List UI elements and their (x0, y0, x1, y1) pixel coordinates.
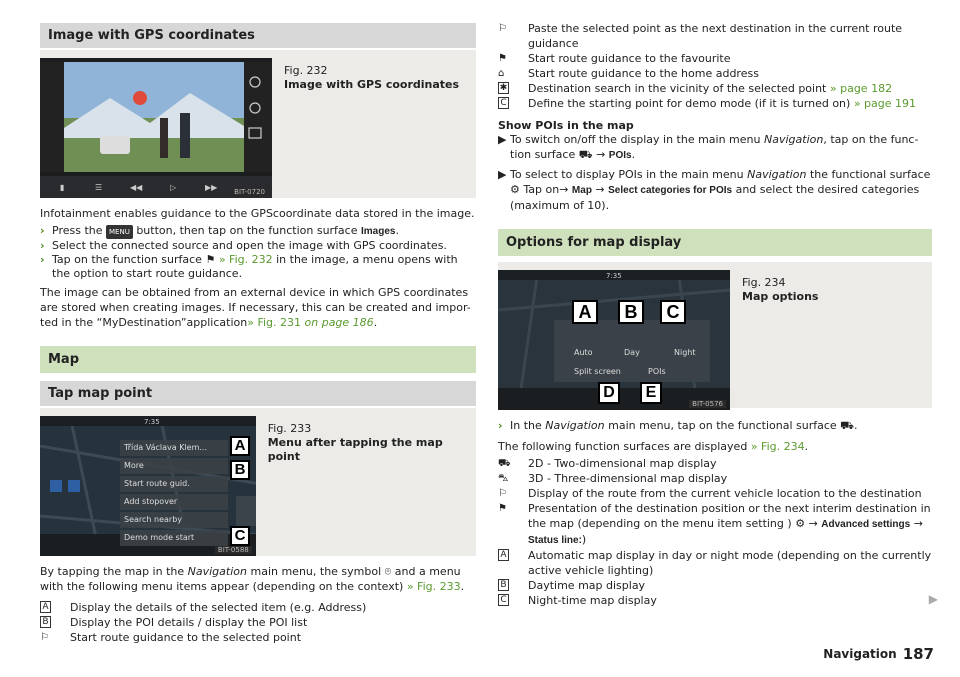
legend-left (40, 600, 476, 645)
menu-item-more[interactable]: More (120, 458, 228, 474)
link-fig-232[interactable]: » Fig. 232 (218, 253, 273, 266)
legend-item-route-view: ⚐ Display of the route from the current vehicle location to the destination (498, 487, 922, 500)
footer-chapter: Navigation (823, 647, 897, 661)
flag-icon: ⚑ (205, 253, 216, 266)
steps-gps (40, 224, 476, 281)
figure-232 (40, 50, 476, 198)
figure-tag: BIT-0576 (689, 400, 726, 408)
section-title-gps-image: Image with GPS coordinates (40, 23, 476, 48)
route-flag-icon: ⚐ (40, 632, 49, 643)
menu-item-address[interactable]: Třída Václava Klem... (120, 440, 228, 456)
figure-234-caption (730, 270, 830, 400)
option-pois[interactable]: POIs (648, 367, 666, 376)
legend-symbol-c: C (498, 594, 509, 606)
section-title-tap-map-point: Tap map point (40, 381, 476, 406)
search-area-icon: ✱ (499, 83, 508, 93)
svg-text:▮: ▮ (60, 183, 65, 192)
step-select-pois: ▶ To select to display POIs in the main menu Navigation the functional surface ⚙ Tap on→ Map → Select categories for POIs and select the desired categories (maximum of 10). (498, 168, 931, 212)
figure-title: Map options (742, 290, 819, 303)
callout-b: B (618, 300, 644, 324)
menu-button-glyph: MENU (106, 225, 133, 239)
callout-b: B (230, 460, 250, 480)
route-view-icon: ⚐ (498, 488, 507, 499)
link-fig-231[interactable]: » Fig. 231 (247, 316, 302, 329)
section-title-map-options: Options for map display (498, 229, 932, 256)
footer-page-number: 187 (902, 645, 934, 663)
legend-item-b: B Display the POI details / display the POI list (40, 615, 476, 630)
step-toggle-pois: ▶ To switch on/off the display in the main menu Navigation, tap on the func-tion surface ⛟ → POIs. (498, 133, 919, 161)
paragraph-gps-intro: Infotainment enables guidance to the GPScoordinate data stored in the image. (40, 207, 475, 220)
legend-item-2d: ⛟ 2D - Two-dimensional map display (498, 457, 717, 470)
left-column (40, 0, 476, 645)
link-fig-234[interactable]: » Fig. 234 (750, 440, 805, 453)
figure-title: Image with GPS coordinates (284, 78, 460, 91)
menu-item-add-stopover[interactable]: Add stopover (120, 494, 228, 510)
step-tap-flag: › Tap on the function surface ⚑ » Fig. 232 in the image, a menu opens with the option to start route guidance. (40, 253, 458, 280)
map-3d-icon: ⛍ (498, 473, 509, 484)
svg-text:▶▶: ▶▶ (205, 183, 218, 192)
step-tap-map-options: › In the Navigation main menu, tap on the functional surface ⛟. (498, 419, 858, 432)
figure-234 (498, 262, 932, 408)
legend-item-start-route: ⚐ Start route guidance to the selected point (40, 631, 302, 644)
menu-item-start-route[interactable]: Start route guid. (120, 476, 228, 492)
paragraph-tap-map: By tapping the map in the Navigation main menu, the symbol ⌾ and a menu with the following menu items appear (depending on the context) » Fig. 233. (40, 565, 465, 593)
callout-e: E (640, 382, 662, 404)
callout-a: A (230, 436, 250, 456)
legend-item-a: A Display the details of the selected item (e.g. Address) (40, 600, 476, 615)
callout-c: C (660, 300, 686, 324)
map-options-icon: ⛟ (840, 419, 855, 432)
figure-number: Fig. 233 (267, 422, 312, 435)
legend-item-search-vicinity: ✱ Destination search in the vicinity of the selected point » page 182 (499, 82, 893, 95)
figure-232-caption (272, 58, 471, 190)
figure-tag: BIT-0720 (231, 188, 268, 196)
legend-item-a: A Automatic map display in day or night mode (depending on the currently active vehicle lighting) (498, 548, 932, 578)
link-page-191[interactable]: » page 191 (853, 97, 917, 110)
figure-tag: BIT-0588 (215, 546, 252, 554)
legend-item-home: ⌂ Start route guidance to the home address (498, 67, 759, 80)
destination-view-icon: ⚑ (498, 503, 507, 514)
figure-233-caption (256, 416, 476, 548)
legend-item-paste-destination: ⚐ Paste the selected point as the next destination in the current route guidance (498, 22, 903, 50)
figure-title: Menu after tapping the map point (267, 436, 443, 463)
option-day[interactable]: Day (624, 348, 640, 357)
gps-photo-illustration (40, 58, 272, 198)
page-footer (823, 645, 934, 663)
link-page-186[interactable]: on page 186 (304, 316, 374, 329)
legend-right-bottom (498, 456, 932, 608)
paragraph-surfaces: The following function surfaces are displayed » Fig. 234. (498, 440, 809, 453)
option-split-screen[interactable]: Split screen (574, 367, 621, 376)
figure-233 (40, 408, 476, 556)
legend-symbol-b: B (40, 616, 51, 628)
step-press-menu: › Press the MENU button, then tap on the function surface Images. (40, 224, 399, 237)
gear-icon: ⚙ (795, 517, 806, 530)
legend-item-favourite: ⚑ Start route guidance to the favourite (498, 52, 731, 65)
legend-item-b: B Daytime map display (498, 578, 932, 593)
svg-text:◀◀: ◀◀ (130, 183, 143, 192)
flag-icon: ⚐ (498, 23, 507, 34)
favourite-flag-icon: ⚑ (498, 53, 507, 64)
figure-number: Fig. 232 (284, 64, 328, 77)
menu-item-search-nearby[interactable]: Search nearby (120, 512, 228, 528)
link-page-182[interactable]: » page 182 (829, 82, 893, 95)
continue-arrow-icon: ▶ (928, 592, 938, 606)
map-options-icon: ⛟ (578, 148, 593, 161)
clock-label: 7:35 (606, 272, 622, 280)
gear-icon: ⚙ (510, 183, 520, 196)
legend-item-c: C Night-time map display (498, 593, 932, 608)
callout-c: C (230, 526, 250, 546)
legend-item-destination-view: ⚑ Presentation of the destination position or the next interim destination in the map (depending on the menu item setting ) ⚙ → Advanced settings → Status line:) (498, 502, 931, 546)
clock-label: 7:35 (144, 418, 160, 426)
option-auto[interactable]: Auto (574, 348, 593, 357)
legend-symbol-a: A (498, 549, 509, 561)
svg-text:☰: ☰ (95, 183, 103, 192)
section-title-map: Map (40, 346, 476, 373)
right-column (498, 0, 932, 608)
option-night[interactable]: Night (674, 348, 696, 357)
step-select-source: › Select the connected source and open the image with GPS coordinates. (40, 239, 447, 252)
legend-item-demo-start: C Define the starting point for demo mode (if it is turned on) » page 191 (498, 96, 932, 111)
figure-number: Fig. 234 (742, 276, 786, 289)
legend-symbol-a: A (40, 601, 51, 613)
legend-symbol-c: C (498, 97, 509, 109)
link-fig-233[interactable]: » Fig. 233 (406, 580, 461, 593)
map-pin-icon: ⌾ (384, 565, 392, 578)
legend-symbol-b: B (498, 579, 509, 591)
figure-234-screen (498, 270, 730, 410)
home-icon: ⌂ (498, 68, 505, 79)
callout-a: A (572, 300, 598, 324)
legend-item-3d: ⛍ 3D - Three-dimensional map display (498, 472, 728, 485)
paragraph-gps-source: The image can be obtained from an external device in which GPS coordinates are stored when creating images. If necessary, this can be created and impor-ted in the “MyDestination”application» Fig. 231 on page 186. (40, 286, 471, 329)
figure-233-screen (40, 416, 256, 556)
figure-232-screen (40, 58, 272, 198)
heading-show-pois: Show POIs in the map (498, 119, 634, 132)
map-2d-icon: ⛟ (498, 458, 511, 469)
svg-text:▷: ▷ (170, 183, 177, 192)
legend-right-top (498, 21, 932, 111)
callout-d: D (598, 382, 620, 404)
menu-item-demo-mode[interactable]: Demo mode start (120, 530, 228, 546)
